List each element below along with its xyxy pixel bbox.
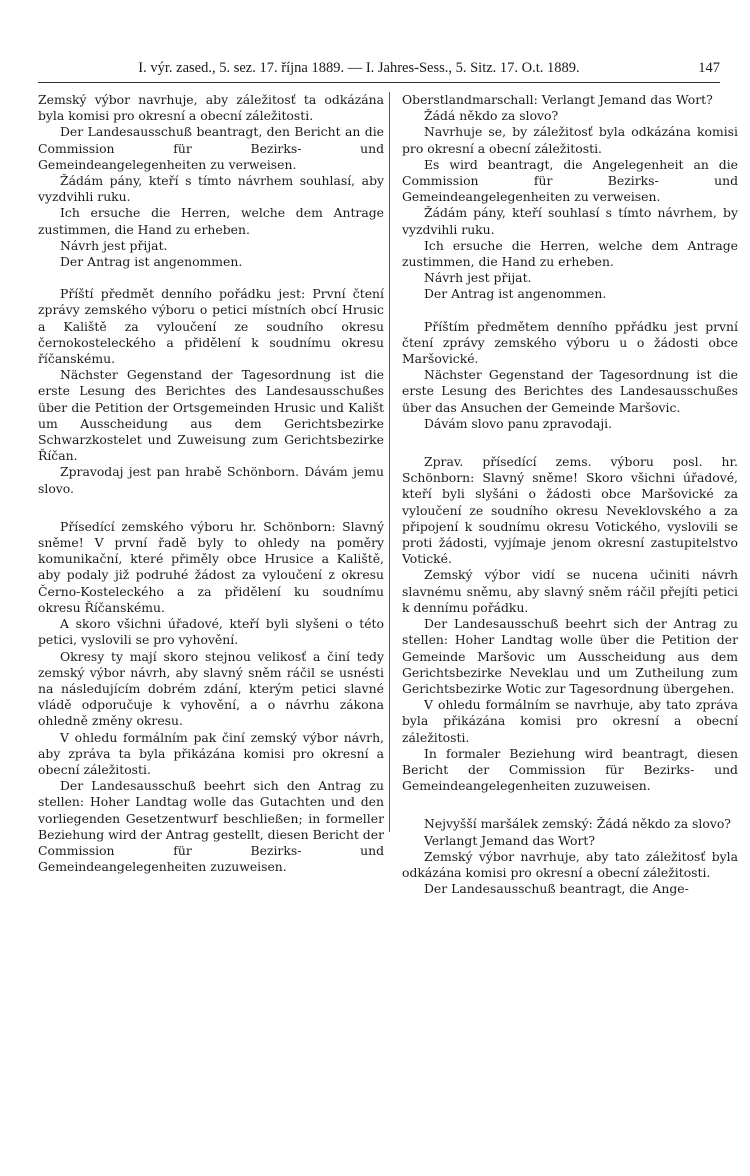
column-divider [389,92,390,832]
paragraph: Der Landesausschuß beantragt, die Ange- [424,881,689,897]
paragraph: Der Landesausschuß beehrt sich der Antrag zu stellen: Hoher Landtag wolle über die Petition der Gemeinde Maršovic um Ausscheidung aus dem Gerichtsbezirke Neveklau und um Zutheilung zum Gerichtsbezirke Wotic zur Tagesordnung übergehen. [402,616,738,696]
paragraph: Zprav. přísedící zems. výboru posl. hr. Schönborn: Slavný sněme! Skoro všichni úřadové, kteří byli slyšáni o žádosti obce Maršovické za vyloučení ze soudního okresu Neveklovského a za připojení k soudnímu okresu Votického, vyslovili se proti žádosti, vyjímaje jenom okresní zastupitelstvo Votické. [402,454,738,567]
paragraph: A skoro všichni úřadové, kteří byli slyšeni o této petici, vyslovili se pro vyhovění. [38,616,384,648]
paragraph: Nejvyšší maršálek zemský: Žádá někdo za slovo? [424,816,731,832]
paragraph: Der Antrag ist angenommen. [60,254,243,270]
running-head: I. výr. zased., 5. sez. 17. října 1889. — I. Jahres-Sess., 5. Sitz. 17. O.t. 1889. [138,60,580,76]
paragraph: Nächster Gegenstand der Tagesordnung ist die erste Lesung des Berichtes des Landesausschußes über die Petition der Ortsgemeinden Hrusic und Kališt um Ausscheidung aus dem Gerichtsbezirke Schwarzkostelet und Zuweisung zum Gerichtsbezirke Říčan. [38,367,384,464]
page-header [38,60,720,77]
paragraph: Dávám slovo panu zpravodaji. [424,415,613,431]
paragraph: Zemský výbor navrhuje, aby záležitosť ta odkázána byla komisi pro okresní a obecní záležitosti. [38,92,384,124]
paragraph-gap [38,270,384,286]
paragraph: Návrh jest přijat. [60,237,168,253]
page-number: 147 [698,60,720,76]
paragraph: In formaler Beziehung wird beantragt, diesen Bericht der Commission für Bezirks- und Gemeindeangelegenheiten zuzuweisen. [402,745,738,794]
paragraph: V ohledu formálním se navrhuje, aby tato zpráva byla přikázána komisi pro okresní a obecní záležitosti. [402,697,738,745]
paragraph: V ohledu formálním pak činí zemský výbor návrh, aby zpráva ta byla přikázána komisi pro okresní a obecní záležitosti. [38,729,384,777]
paragraph: Příštím předmětem denního ppřádku jest první čtení zprávy zemského výboru u o žádosti obce Maršovické. [402,318,738,367]
paragraph: Žádám pány, kteří s tímto návrhem souhlasí, aby vyzdvihli ruku. [38,173,384,205]
paragraph: Zpravodaj jest pan hrabě Schönborn. Dávám jemu slovo. [38,464,384,496]
paragraph: Návrh jest přijat. [424,270,532,286]
paragraph: Der Landesausschuß beantragt, den Bericht an die Commission für Bezirks- und Gemeindeangelegenheiten zu verweisen. [38,124,384,172]
paragraph: Příští předmět denního pořádku jest: První čtení zprávy zemského výboru o petici místních obcí Hrusic a Kaliště za vyloučení ze soudního okresu černokosteleckého a přidělení k soudnímu okresu říčanskému. [38,286,384,367]
paragraph-gap [38,497,384,519]
paragraph: Der Landesausschuß beehrt sich den Antrag zu stellen: Hoher Landtag wolle das Gutachten und den vorliegenden Gesetzentwurf beschließen; in formeller Beziehung wird der Antrag gestellt, diesen Bericht der Commission für Bezirks- und Gemeindeangelegenheiten zuzuweisen. [38,778,384,875]
paragraph: Ich ersuche die Herren, welche dem Antrage zustimmen, die Hand zu erheben. [402,237,738,270]
paragraph-gap [402,432,738,454]
paragraph: Verlangt Jemand das Wort? [424,832,596,848]
paragraph: Zemský výbor vidí se nucena učiniti návrh slavnému sněmu, aby slavný sněm ráčil přejíti petici k dennímu pořádku. [402,567,738,615]
paragraph-gap [402,794,738,816]
paragraph: Nächster Gegenstand der Tagesordnung ist die erste Lesung des Berichtes des Landesausschußes über das Ansuchen der Gemeinde Maršovic. [402,367,738,415]
paragraph: Ich ersuche die Herren, welche dem Antrage zustimmen, die Hand zu erheben. [38,205,384,237]
paragraph: Oberstlandmarschall: Verlangt Jemand das Wort? [402,92,713,107]
header-rule [38,82,720,83]
paragraph: Der Antrag ist angenommen. [424,286,607,302]
paragraph: Žádá někdo za slovo? [424,108,559,124]
paragraph: Zemský výbor navrhuje, aby tato záležitosť byla odkázána komisi pro okresní a obecní záležitosti. [402,848,738,880]
paragraph: Okresy ty mají skoro stejnou velikosť a činí tedy zemský výbor návrh, aby slavný sněm ráčil se usnésti na následujícím dobrém zdání, kterým petici slavné vládě odporučuje k vyhovění, a o návrhu zákona ohledně změny okresu. [38,648,384,729]
paragraph-gap [402,303,738,319]
paragraph: Přísedící zemského výboru hr. Schönborn: Slavný sněme! V první řadě byly to ohledy na poměry komunikační, které přiměly obce Hrusice a Kaliště, aby podaly již podruhé žádost za vyloučení z okresu Černo-Kosteleckého a za přidělení ku soudnímu okresu Říčanskému. [38,518,384,615]
left-column [38,92,384,875]
paragraph: Žádám pány, kteří souhlasí s tímto návrhem, by vyzdvihli ruku. [402,205,738,237]
paragraph: Navrhuje se, by záležitosť byla odkázána komisi pro okresní a obecní záležitosti. [402,124,738,156]
right-column [402,92,738,897]
paragraph: Es wird beantragt, die Angelegenheit an die Commission für Bezirks- und Gemeindeangelegenheiten zu verweisen. [402,156,738,205]
